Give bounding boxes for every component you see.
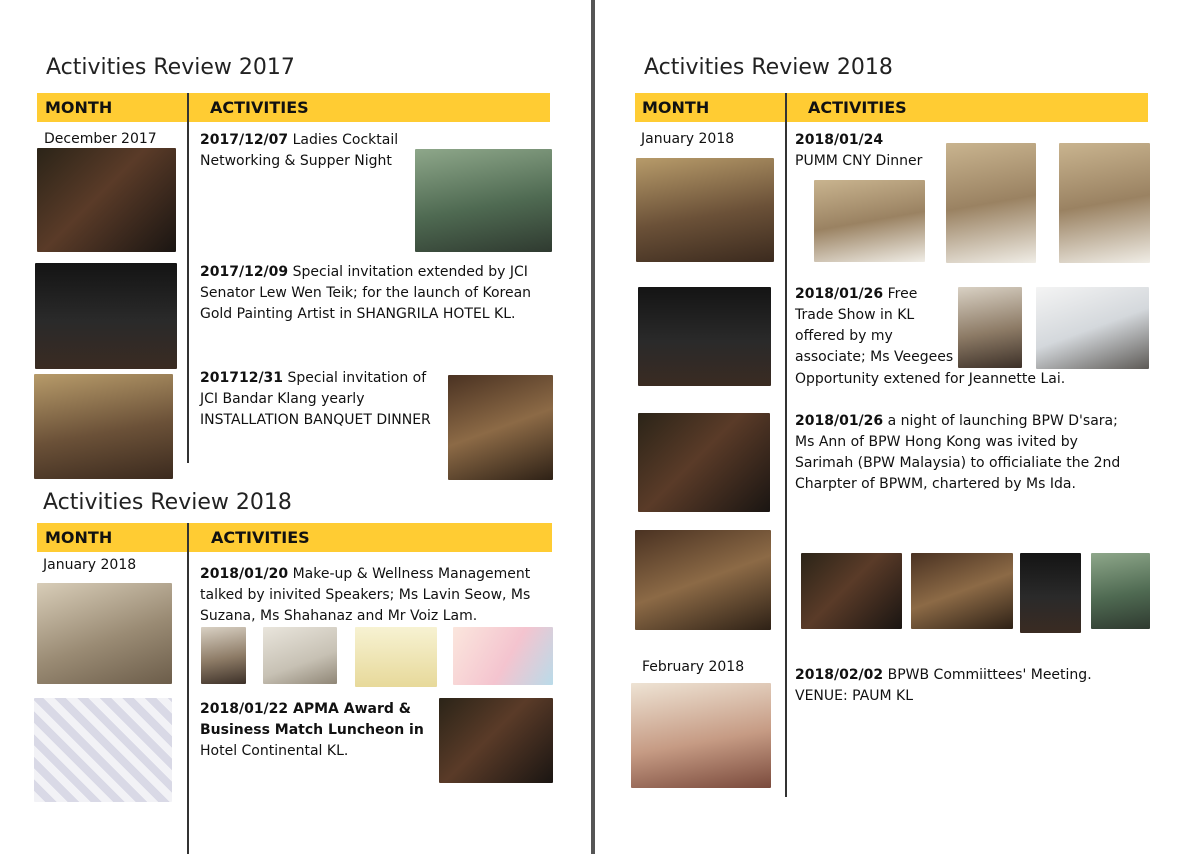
activity-entry-continuation: Opportunity extened for Jeannette Lai. <box>795 371 1066 387</box>
activity-entry: 2018/01/26 a night of launching BPW D'sara; Ms Ann of BPW Hong Kong was ivited by Sarimah (BPW Malaysia) to officialiate the 2nd Charpter of BPWM, chartered by Ms Ida. <box>795 413 1121 492</box>
event-photo <box>1091 553 1150 629</box>
page-divider <box>591 0 595 854</box>
event-photo <box>355 627 437 687</box>
event-photo <box>1036 287 1149 369</box>
section-title-2018-right: Activities Review 2018 <box>644 55 893 80</box>
section-title-2018: Activities Review 2018 <box>43 490 292 515</box>
month-label: February 2018 <box>642 659 745 675</box>
table-header-2018 <box>37 523 552 552</box>
activity-entry: 2018/02/02 BPWB Commiittees' Meeting. VENUE: PAUM KL <box>795 667 1092 704</box>
event-photo <box>35 263 177 369</box>
month-column-header: MONTH <box>45 528 113 547</box>
event-photo <box>34 698 172 802</box>
event-photo <box>946 143 1036 263</box>
activity-entry: 2017/12/09 Special invitation extended by JCI Senator Lew Wen Teik; for the launch of Korean Gold Painting Artist in SHANGRILA HOTEL KL. <box>200 264 532 322</box>
event-photo <box>801 553 902 629</box>
activities-column-header: ACTIVITIES <box>210 98 309 117</box>
month-column-header: MONTH <box>642 98 710 117</box>
column-divider <box>187 523 189 854</box>
table-header-2017 <box>37 93 550 122</box>
event-photo <box>636 158 774 262</box>
event-photo <box>201 627 246 684</box>
event-photo <box>37 583 172 684</box>
event-photo <box>814 180 925 262</box>
event-photo <box>1059 143 1150 263</box>
activity-entry: 2018/01/22 APMA Award & Business Match Luncheon in Hotel Continental KL. <box>200 701 424 759</box>
event-photo <box>37 148 176 252</box>
activities-column-header: ACTIVITIES <box>211 528 310 547</box>
activity-entry: 2018/01/26 Free Trade Show in KL offered by my associate; Ms Veegees <box>795 286 954 365</box>
event-photo <box>911 553 1013 629</box>
event-photo <box>635 530 771 630</box>
event-photo <box>415 149 552 252</box>
activity-entry: 2018/01/24 PUMM CNY Dinner <box>795 132 923 169</box>
month-label: January 2018 <box>43 557 137 573</box>
event-photo <box>34 374 173 479</box>
event-photo <box>1020 553 1081 633</box>
event-photo <box>453 627 553 685</box>
month-column-header: MONTH <box>45 98 113 117</box>
event-photo <box>958 287 1022 368</box>
section-title-2017: Activities Review 2017 <box>46 55 295 80</box>
activities-column-header: ACTIVITIES <box>808 98 907 117</box>
event-photo <box>439 698 553 783</box>
event-photo <box>448 375 553 480</box>
column-divider <box>187 93 189 463</box>
event-photo <box>631 683 771 788</box>
month-label: December 2017 <box>44 131 157 147</box>
event-photo <box>638 287 771 386</box>
month-label: January 2018 <box>641 131 735 147</box>
column-divider <box>785 93 787 797</box>
event-photo <box>638 413 770 512</box>
activity-entry: 201712/31 Special invitation of JCI Bandar Klang yearly INSTALLATION BANQUET DINNER <box>200 370 431 428</box>
table-header-right <box>635 93 1148 122</box>
activity-entry: 2018/01/20 Make-up & Wellness Management talked by inivited Speakers; Ms Lavin Seow, Ms Suzana, Ms Shahanaz and Mr Voiz Lam. <box>200 566 531 624</box>
event-photo <box>263 627 337 684</box>
activity-entry: 2017/12/07 Ladies Cocktail Networking & Supper Night <box>200 132 399 169</box>
